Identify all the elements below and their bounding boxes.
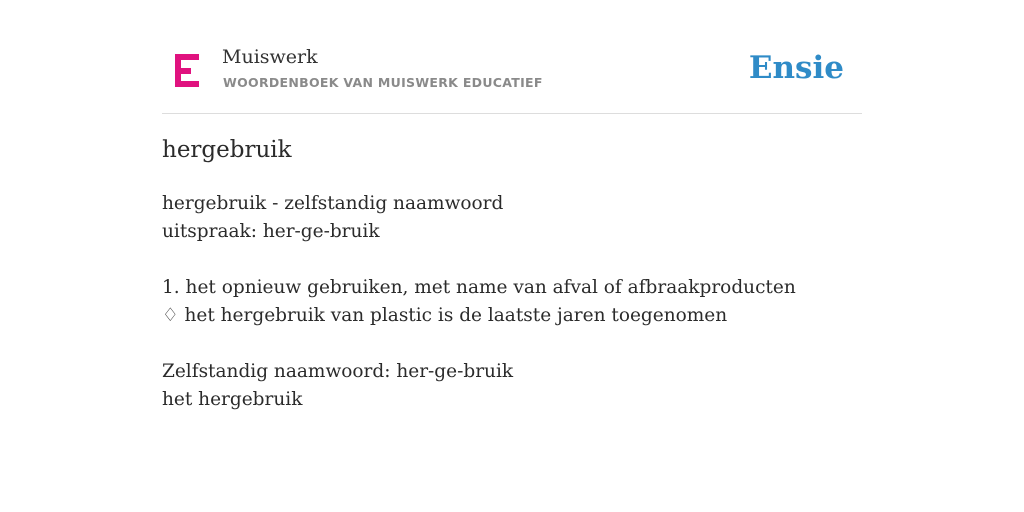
entry-pronunciation: uitspraak: her-ge-bruik — [162, 221, 380, 242]
site-header — [162, 38, 862, 114]
muiswerk-logo-icon[interactable] — [173, 54, 200, 88]
entry-article: het hergebruik — [162, 389, 303, 410]
entry-headword: hergebruik — [162, 137, 292, 163]
brand-name[interactable]: Muiswerk — [222, 46, 318, 68]
entry-syllabification: Zelfstandig naamwoord: her-ge-bruik — [162, 361, 514, 382]
entry-word-class: hergebruik - zelfstandig naamwoord — [162, 193, 504, 214]
brand-subtitle: WOORDENBOEK VAN MUISWERK EDUCATIEF — [223, 75, 543, 90]
entry-body — [162, 190, 862, 414]
entry-definition: 1. het opnieuw gebruiken, met name van afval of afbraakproducten — [162, 277, 796, 298]
entry-example: ♢ het hergebruik van plastic is de laatste jaren toegenomen — [162, 305, 728, 326]
ensie-logo[interactable]: Ensie — [748, 50, 844, 86]
